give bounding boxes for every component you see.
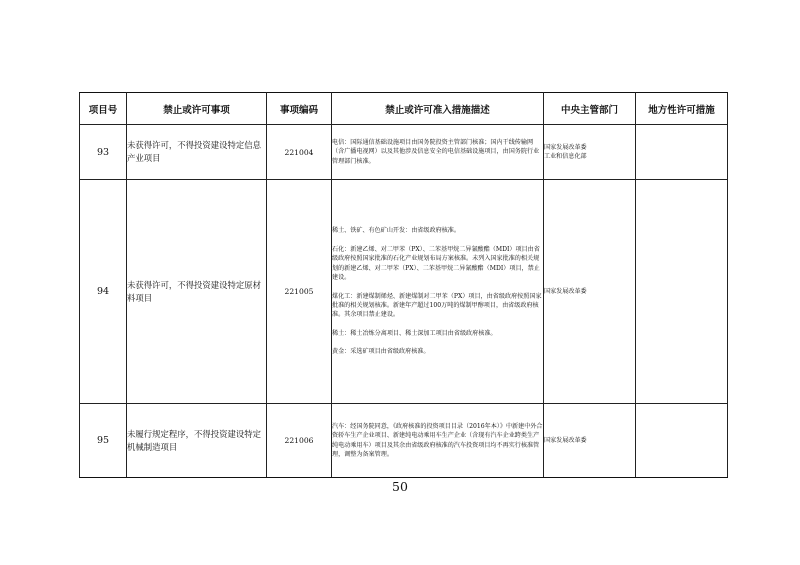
department-name: 国家发展改革委 工业和信息化部 [544, 143, 587, 160]
page-number: 50 [392, 479, 408, 494]
header-item-code: 事项编码 [267, 93, 332, 125]
description-paragraph: 稀土：稀土冶炼分离项目、稀土深加工项目由省级政府核准。 [332, 329, 497, 337]
measure-description [332, 125, 544, 180]
central-department [544, 404, 636, 478]
department-name: 国家发展改革委 [544, 287, 587, 295]
description-paragraph: 煤化工：新建煤制烯烃、新建煤制对二甲苯（PX）项目，由省级政府按照国家批准的相关规划核准。新建年产超过100万吨的煤制甲醇项目，由省级政府核准。其余项目禁止建设。 [332, 292, 542, 319]
table-row [80, 180, 728, 404]
table-row [80, 404, 728, 478]
header-measure-description: 禁止或许可准入措施描述 [332, 93, 544, 125]
measure-description [332, 180, 544, 404]
header-item-name: 禁止或许可事项 [127, 93, 267, 125]
access-list-table [79, 92, 728, 478]
central-department [544, 125, 636, 180]
item-number: 95 [80, 404, 127, 478]
local-measures [636, 180, 728, 404]
item-name: 未获得许可，不得投资建设特定信息产业项目 [127, 125, 267, 180]
item-number: 94 [80, 180, 127, 404]
department-name: 国家发展改革委 [544, 436, 587, 444]
measure-description [332, 404, 544, 478]
description-paragraph: 稀土、铁矿、有色矿山开发：由省级政府核准。 [332, 227, 460, 235]
header-central-department: 中央主管部门 [544, 93, 636, 125]
item-name: 未获得许可，不得投资建设特定原材料项目 [127, 180, 267, 404]
description-paragraph: 黄金：采选矿项目由省级政府核准。 [332, 348, 430, 356]
header-item-number: 项目号 [80, 93, 127, 125]
item-number: 93 [80, 125, 127, 180]
item-name: 未履行规定程序，不得投资建设特定机械制造项目 [127, 404, 267, 478]
description-paragraph: 汽车：经国务院同意，《政府核准的投资项目目录（2016年本）》中新建中外合资轿车生产企业项目、新建纯电动乘用车生产企业（含现有汽车企业跨类生产纯电动乘用车）项目及其余由省级政府核准的汽车投资项目均不再实行核准管理，调整为备案管理。 [332, 422, 543, 458]
description-paragraph: 石化：新建乙烯、对二甲苯（PX）、二苯基甲烷二异氰酸酯（MDI）项目由省级政府按照国家批准的石化产业规划布局方案核准。未列入国家批准的相关规划的新建乙烯、对二甲苯（PX）、二苯基甲烷二异氰酸酯（MDI）项目，禁止建设。 [332, 246, 540, 281]
header-local-measures: 地方性许可措施 [636, 93, 728, 125]
table-row [80, 125, 728, 180]
table-header-row [80, 93, 728, 125]
description-paragraph: 电信：国际通信基础设施项目由国务院投资主管部门核准；国内干线传输网（含广播电视网）以及其他涉及信息安全的电信基础设施项目，由国务院行业管理部门核准。 [332, 139, 540, 165]
local-measures [636, 404, 728, 478]
central-department [544, 180, 636, 404]
item-code: 221004 [267, 125, 332, 180]
item-code: 221006 [267, 404, 332, 478]
item-code: 221005 [267, 180, 332, 404]
local-measures [636, 125, 728, 180]
